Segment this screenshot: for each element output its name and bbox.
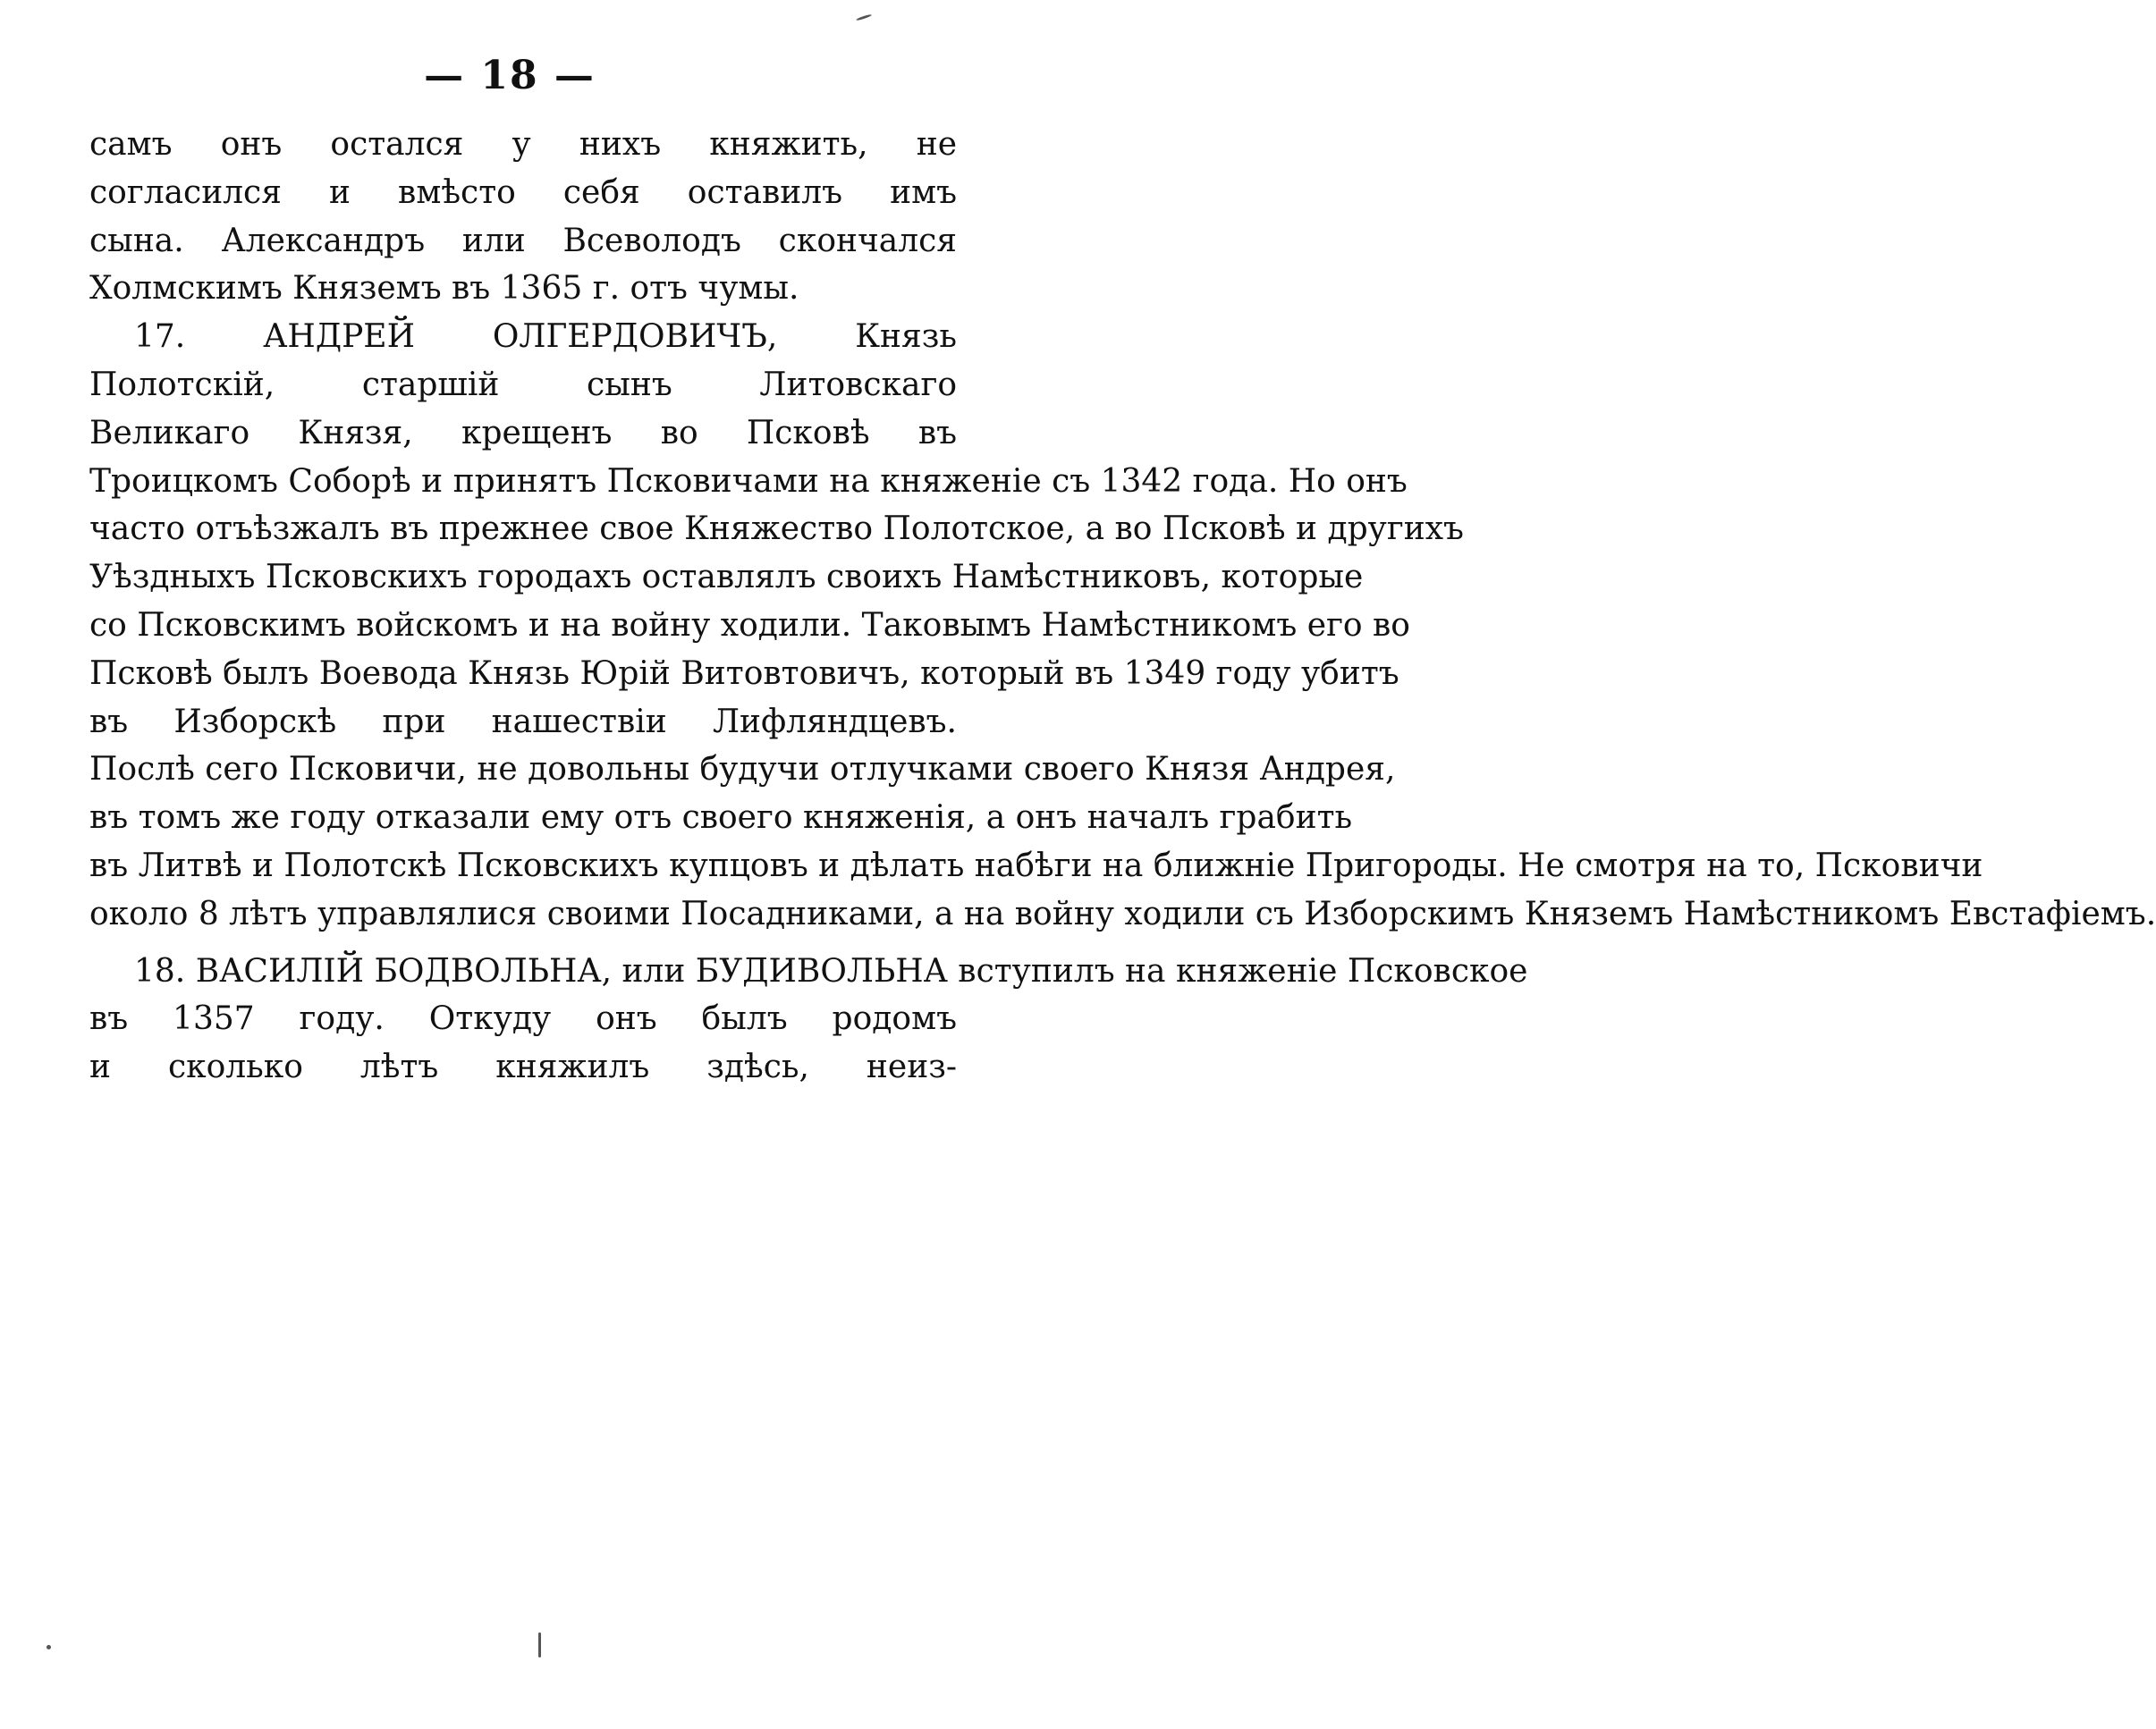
- text-line-1: самъ онъ остался у нихъ княжить, не: [89, 126, 957, 163]
- text-line-14: Послѣ сего Псковичи, не довольны будучи отлучками своего Князя Андрея,: [89, 751, 1396, 789]
- text-line-20: и сколько лѣтъ княжилъ здѣсь, неиз-: [89, 1049, 957, 1086]
- text-line-5: 17. АНДРЕЙ ОЛГЕРДОВИЧЪ, Князь: [134, 318, 957, 356]
- text-line-10: Уѣздныхъ Псковскихъ городахъ оставлялъ своихъ Намѣстниковъ, которые: [89, 559, 1364, 596]
- text-line-6: Полотскій, старшій сынъ Литовскаго: [89, 366, 957, 403]
- text-line-19: въ 1357 году. Откуду онъ былъ родомъ: [89, 1000, 957, 1038]
- body-text: [89, 121, 2156, 1092]
- scan-mark-bottom-center: [538, 1632, 541, 1657]
- text-line-3: сына. Александръ или Всеволодъ скончался: [89, 222, 957, 259]
- text-line-9: часто отъѣзжалъ въ прежнее свое Княжество Полотское, а во Псковѣ и другихъ: [89, 510, 1464, 548]
- text-line-15: въ томъ же году отказали ему отъ своего княженія, а онъ началъ грабить: [89, 799, 1353, 837]
- scan-mark-bottom-left: [47, 1645, 51, 1649]
- text-line-11: со Псковскимъ войскомъ и на войну ходили. Таковымъ Намѣстникомъ его во: [89, 606, 1410, 644]
- text-line-4: Холмскимъ Княземъ въ 1365 г. отъ чумы.: [89, 270, 799, 308]
- page-number: — 18 —: [424, 53, 596, 98]
- text-line-16: въ Литвѣ и Полотскѣ Псковскихъ купцовъ и дѣлать набѣги на ближніе Пригороды. Не смотря на то, Псковичи: [89, 847, 1983, 884]
- text-line-8: Троицкомъ Соборѣ и принятъ Псковичами на княженіе съ 1342 года. Но онъ: [89, 462, 1408, 500]
- text-line-17: около 8 лѣтъ управлялися своими Посадниками, а на войну ходили съ Изборскимъ Княземъ Намѣстникомъ Евстафіемъ.: [89, 895, 2156, 932]
- text-line-7: Великаго Князя, крещенъ во Псковѣ въ: [89, 414, 957, 451]
- scan-mark-top-right: [856, 13, 872, 21]
- text-line-13: въ Изборскѣ при нашествіи Лифляндцевъ.: [89, 703, 957, 740]
- text-line-12: Псковѣ былъ Воевода Князь Юрій Витовтовичъ, который въ 1349 году убитъ: [89, 654, 1399, 692]
- text-line-18: 18. ВАСИЛІЙ БОДВОЛЬНА, или БУДИВОЛЬНА вступилъ на княженіе Псковское: [134, 952, 1528, 990]
- paragraph-spacer: [89, 939, 957, 948]
- text-line-2: согласился и вмѣсто себя оставилъ имъ: [89, 173, 957, 211]
